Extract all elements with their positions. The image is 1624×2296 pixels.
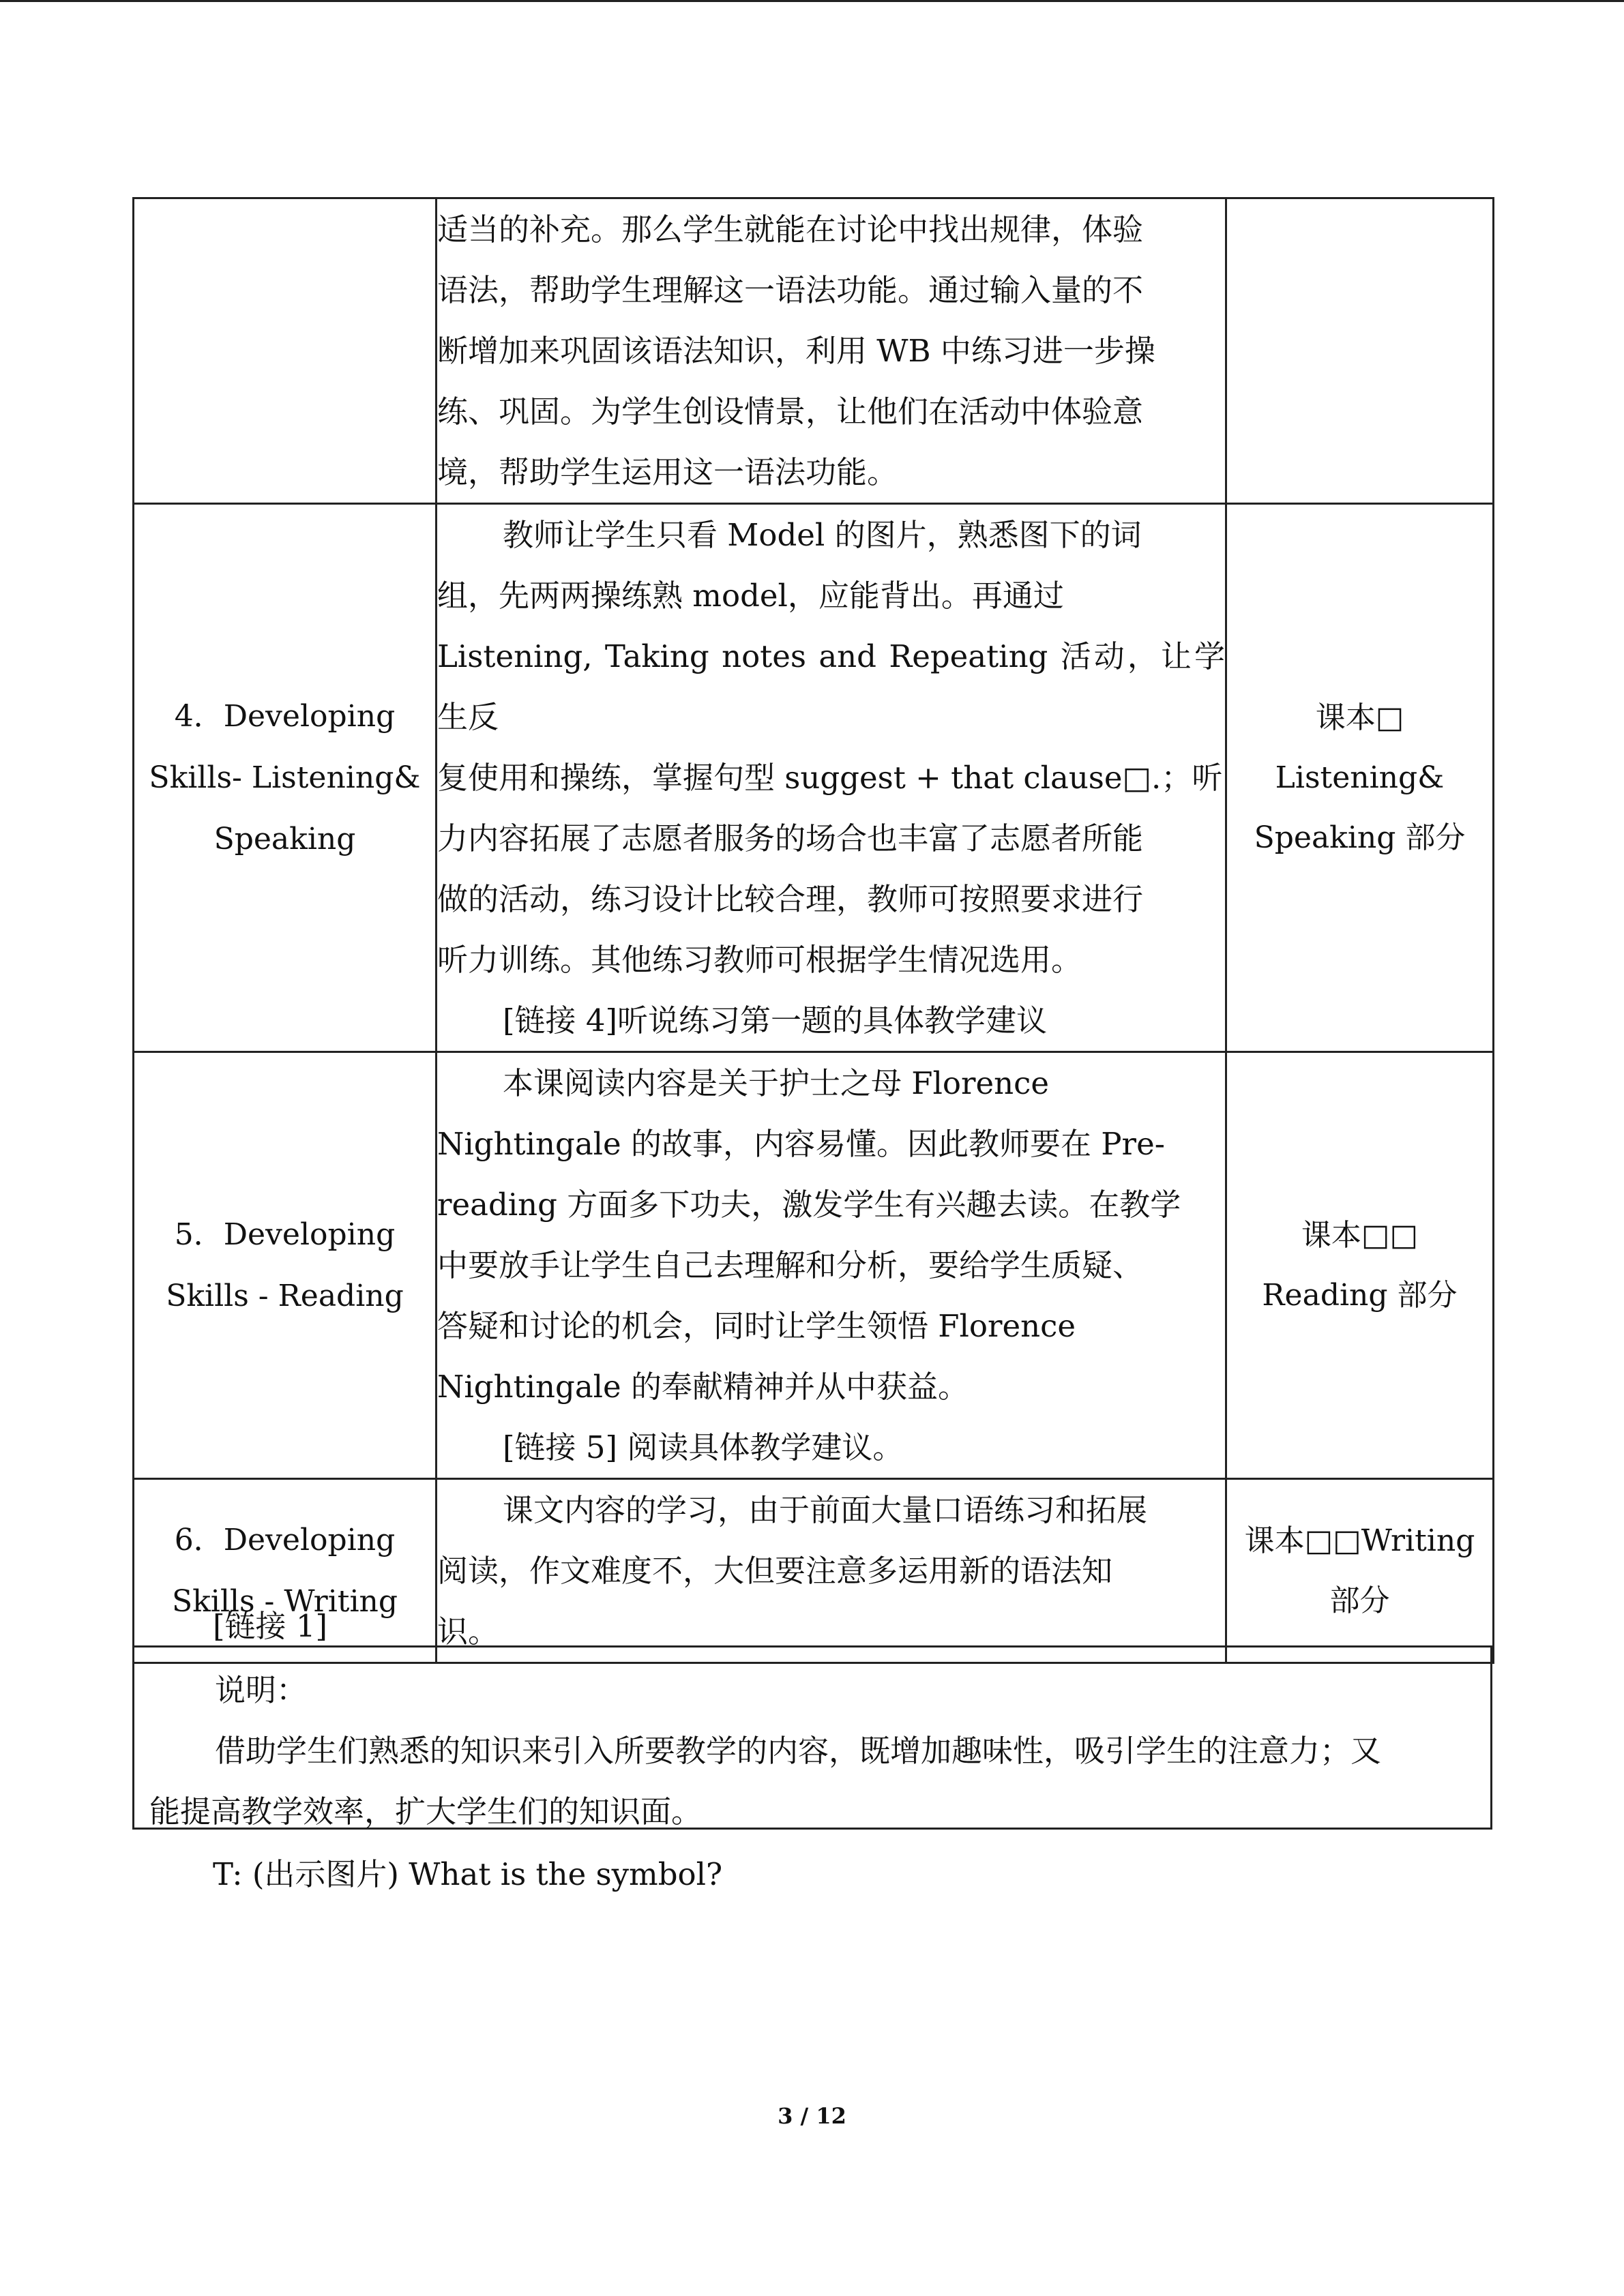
note-title: 说明： — [215, 1672, 308, 1708]
resource-line: 课本□□ — [1301, 1217, 1419, 1253]
link-1-label[interactable]: [链接 1] — [213, 1608, 328, 1644]
resource-cell — [1226, 1052, 1494, 1479]
desc-line: reading 方面多下功夫，激发学生有兴趣去读。在教学 — [437, 1187, 1181, 1223]
desc-line: 力内容拓展了志愿者服务的场合也丰富了志愿者所能 — [437, 820, 1144, 856]
desc-line: 答疑和讨论的机会，同时让学生领悟 Florence — [437, 1308, 1076, 1344]
desc-line: 中要放手让学生自己去理解和分析，要给学生质疑、 — [437, 1247, 1144, 1283]
description-cell — [437, 198, 1226, 504]
step-cell — [134, 504, 437, 1052]
desc-line: 断增加来巩固该语法知识，利用 WB 中练习进一步操 — [437, 333, 1155, 369]
resource-line: 课本□□Writing — [1244, 1523, 1475, 1558]
link-4-text[interactable]: [链接 4]听说练习第一题的具体教学建议 — [503, 1002, 1048, 1039]
step-line: Skills - Reading — [166, 1278, 404, 1313]
desc-line: 听力训练。其他练习教师可根据学生情况选用。 — [437, 942, 1082, 978]
step-line: Skills - Writing — [171, 1583, 398, 1619]
step-line: Speaking — [213, 821, 356, 856]
step-line: 5．Developing — [174, 1217, 396, 1252]
table-row — [134, 198, 1494, 504]
desc-line: Nightingale 的奉献精神并从中获益。 — [437, 1369, 969, 1405]
resource-cell — [1226, 1479, 1494, 1663]
desc-line: 做的活动，练习设计比较合理，教师可按照要求进行 — [437, 881, 1144, 917]
description-cell — [437, 1479, 1226, 1663]
note-body: 借助学生们熟悉的知识来引入所要教学的内容，既增加趣味性，吸引学生的注意力；又 — [215, 1733, 1382, 1769]
desc-line: 适当的补充。那么学生就能在讨论中找出规律，体验 — [437, 211, 1144, 248]
resource-line: Listening& — [1275, 760, 1445, 795]
desc-line: 识。 — [437, 1613, 499, 1650]
step-line: Skills- Listening& — [149, 760, 421, 795]
desc-line: 阅读，作文难度不，大但要注意多运用新的语法知 — [437, 1553, 1113, 1589]
desc-line: 教师让学生只看 Model 的图片，熟悉图下的词 — [503, 517, 1142, 553]
note-body: 能提高教学效率，扩大学生们的知识面。 — [149, 1793, 703, 1830]
description-cell — [437, 504, 1226, 1052]
resource-line: 部分 — [1329, 1583, 1390, 1618]
top-border-line — [0, 0, 1624, 2]
desc-line: 语法，帮助学生理解这一语法功能。通过输入量的不 — [437, 272, 1144, 308]
step-cell — [134, 1052, 437, 1479]
note-box — [132, 1645, 1492, 1830]
table-row — [134, 504, 1494, 1052]
resource-line: Reading 部分 — [1262, 1277, 1458, 1313]
step-line: 4．Developing — [174, 698, 396, 734]
desc-line: Nightingale 的故事，内容易懂。因此教师要在 Pre- — [437, 1126, 1165, 1162]
desc-line: 练、巩固。为学生创设情景，让他们在活动中体验意 — [437, 393, 1144, 430]
desc-line: Listening, Taking notes and Repeating 活动，让学生反 — [437, 638, 1225, 735]
desc-line: 境，帮助学生运用这一语法功能。 — [437, 454, 898, 490]
resource-line: Speaking 部分 — [1254, 820, 1466, 855]
page-number: 3 / 12 — [778, 2103, 846, 2129]
description-cell — [437, 1052, 1226, 1479]
lesson-plan-table — [132, 197, 1494, 1664]
teacher-dialogue-line: T: (出示图片) What is the symbol? — [213, 1856, 723, 1892]
resource-cell — [1226, 504, 1494, 1052]
desc-line: 复使用和操练，掌握句型 suggest + that clause□.；听 — [437, 760, 1223, 796]
step-cell — [134, 198, 437, 504]
table-row — [134, 1052, 1494, 1479]
desc-line: 组，先两两操练熟 model，应能背出。再通过 — [437, 578, 1064, 614]
table-row — [134, 1479, 1494, 1663]
resource-cell — [1226, 198, 1494, 504]
resource-line: 课本□ — [1315, 700, 1404, 735]
desc-line: 本课阅读内容是关于护士之母 Florence — [503, 1065, 1049, 1101]
desc-line: 课文内容的学习，由于前面大量口语练习和拓展 — [503, 1492, 1148, 1528]
link-5-text[interactable]: [链接 5] 阅读具体教学建议。 — [503, 1429, 904, 1465]
step-line: 6．Developing — [174, 1522, 396, 1557]
